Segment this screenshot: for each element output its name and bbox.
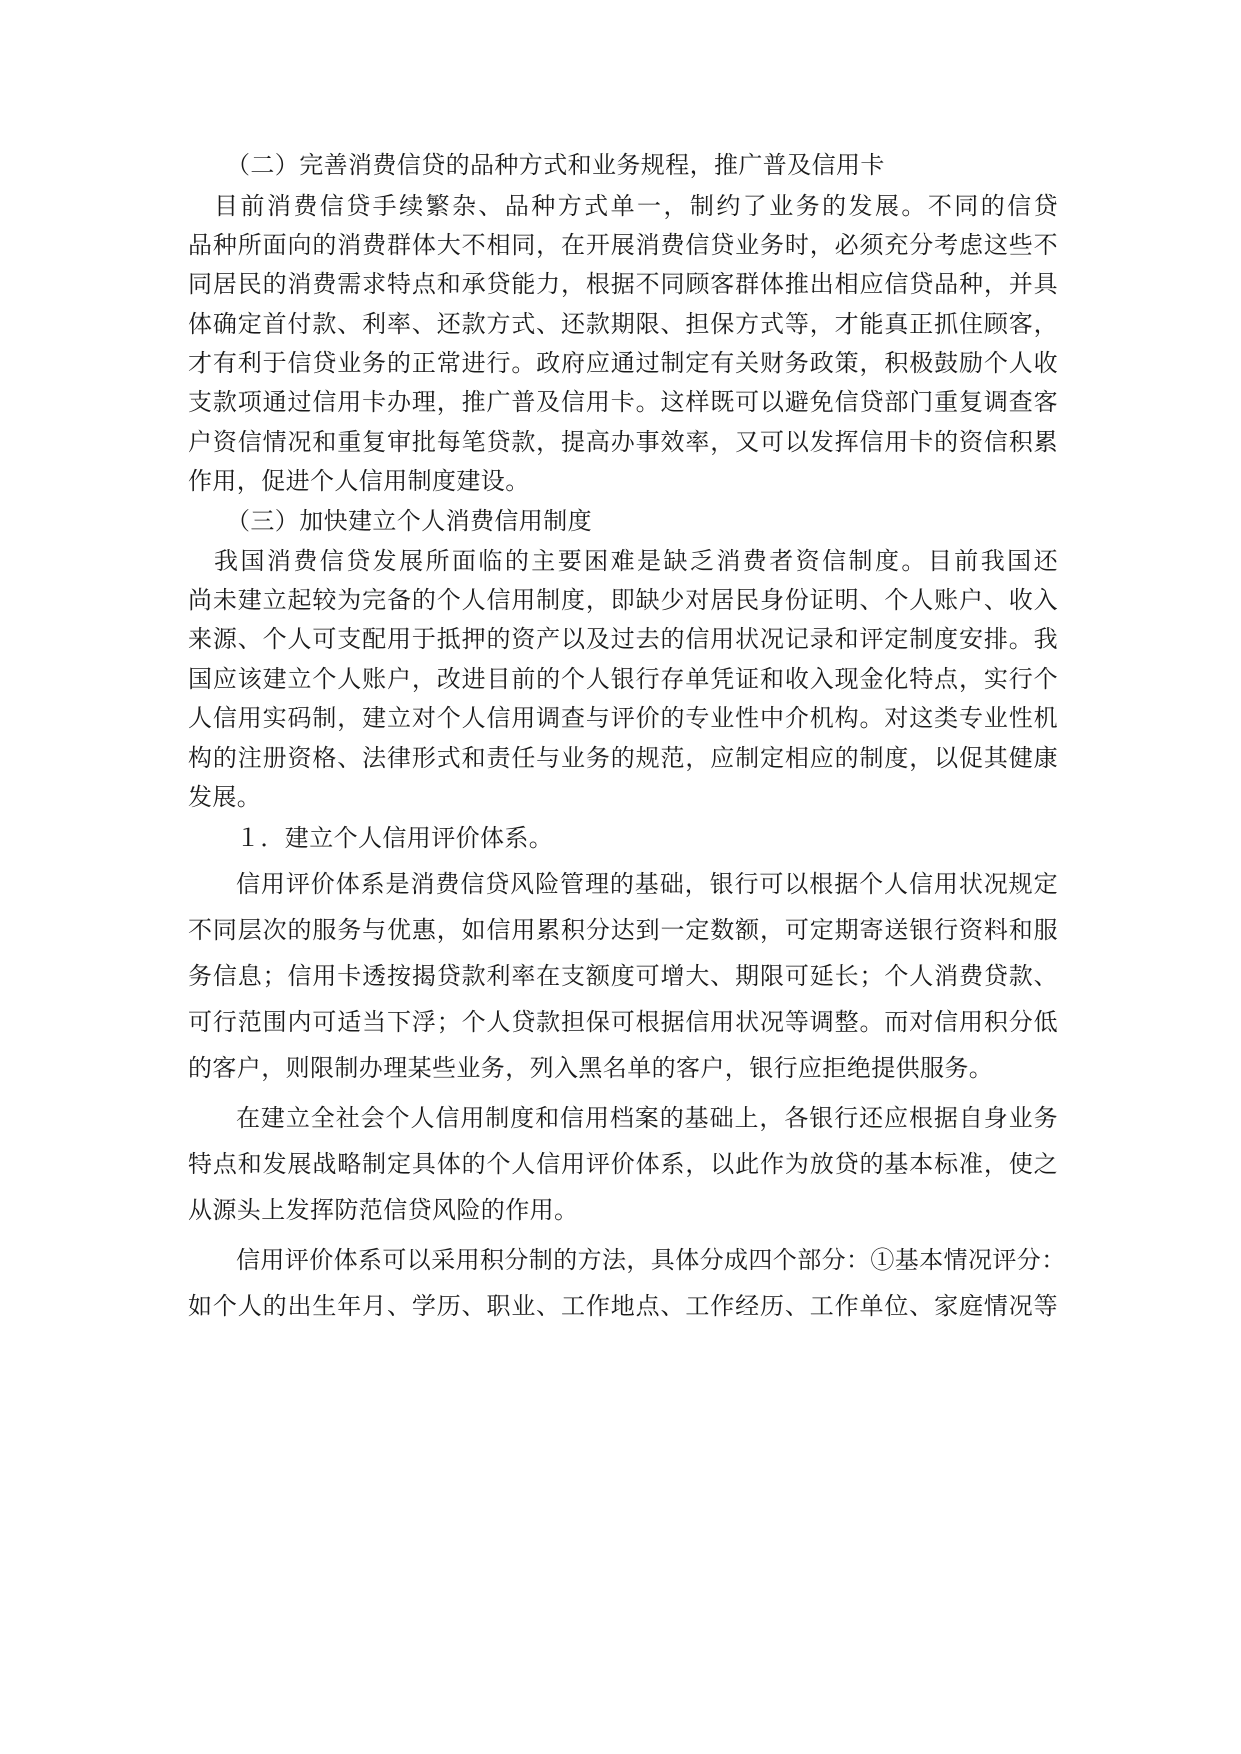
section-heading-3: （三）加快建立个人消费信用制度	[226, 507, 592, 535]
paragraph-line: 国应该建立个人账户，改进目前的个人银行存单凭证和收入现金化特点，实行个	[188, 665, 1058, 693]
paragraph-line: 务信息；信用卡透按揭贷款利率在支额度可增大、期限可延长；个人消费贷款、	[188, 962, 1058, 990]
paragraph-line: 信用评价体系可以采用积分制的方法，具体分成四个部分：①基本情况评分：	[236, 1246, 1066, 1274]
paragraph-line: 品种所面向的消费群体大不相同，在开展消费信贷业务时，必须充分考虑这些不	[188, 231, 1058, 259]
paragraph-line: 发展。	[188, 783, 262, 811]
paragraph-line: 作用，促进个人信用制度建设。	[188, 467, 530, 495]
paragraph-line: 不同层次的服务与优惠，如信用累积分达到一定数额，可定期寄送银行资料和服	[188, 916, 1058, 944]
paragraph-line: 户资信情况和重复审批每笔贷款，提高办事效率，又可以发挥信用卡的资信积累	[188, 428, 1058, 456]
paragraph-line: 体确定首付款、利率、还款方式、还款期限、担保方式等，才能真正抓住顾客，	[188, 310, 1058, 338]
paragraph-line: 支款项通过信用卡办理，推广普及信用卡。这样既可以避免信贷部门重复调查客	[188, 388, 1058, 416]
paragraph-line: 在建立全社会个人信用制度和信用档案的基础上，各银行还应根据自身业务	[236, 1104, 1058, 1132]
paragraph-line: 特点和发展战略制定具体的个人信用评价体系，以此作为放贷的基本标准，使之	[188, 1150, 1058, 1178]
paragraph-line: 我国消费信贷发展所面临的主要困难是缺乏消费者资信制度。目前我国还	[214, 547, 1058, 575]
subheading-1: １．建立个人信用评价体系。	[236, 824, 554, 852]
paragraph-line: 同居民的消费需求特点和承贷能力，根据不同顾客群体推出相应信贷品种，并具	[188, 270, 1058, 298]
paragraph-line: 来源、个人可支配用于抵押的资产以及过去的信用状况记录和评定制度安排。我	[188, 625, 1058, 653]
paragraph-line: 人信用实码制，建立对个人信用调查与评价的专业性中介机构。对这类专业性机	[188, 704, 1058, 732]
paragraph-line: 构的注册资格、法律形式和责任与业务的规范，应制定相应的制度，以促其健康	[188, 744, 1058, 772]
paragraph-line: 目前消费信贷手续繁杂、品种方式单一，制约了业务的发展。不同的信贷	[214, 192, 1058, 220]
section-heading-2: （二）完善消费信贷的品种方式和业务规程，推广普及信用卡	[226, 151, 885, 179]
paragraph-line: 从源头上发挥防范信贷风险的作用。	[188, 1196, 579, 1224]
paragraph-line: 可行范围内可适当下浮；个人贷款担保可根据信用状况等调整。而对信用积分低	[188, 1008, 1058, 1036]
paragraph-line: 信用评价体系是消费信贷风险管理的基础，银行可以根据个人信用状况规定	[236, 870, 1058, 898]
paragraph-line: 才有利于信贷业务的正常进行。政府应通过制定有关财务政策，积极鼓励个人收	[188, 349, 1058, 377]
paragraph-line: 尚未建立起较为完备的个人信用制度，即缺少对居民身份证明、个人账户、收入	[188, 586, 1058, 614]
paragraph-line: 如个人的出生年月、学历、职业、工作地点、工作经历、工作单位、家庭情况等	[188, 1292, 1058, 1320]
paragraph-line: 的客户，则限制办理某些业务，列入黑名单的客户，银行应拒绝提供服务。	[188, 1054, 994, 1082]
